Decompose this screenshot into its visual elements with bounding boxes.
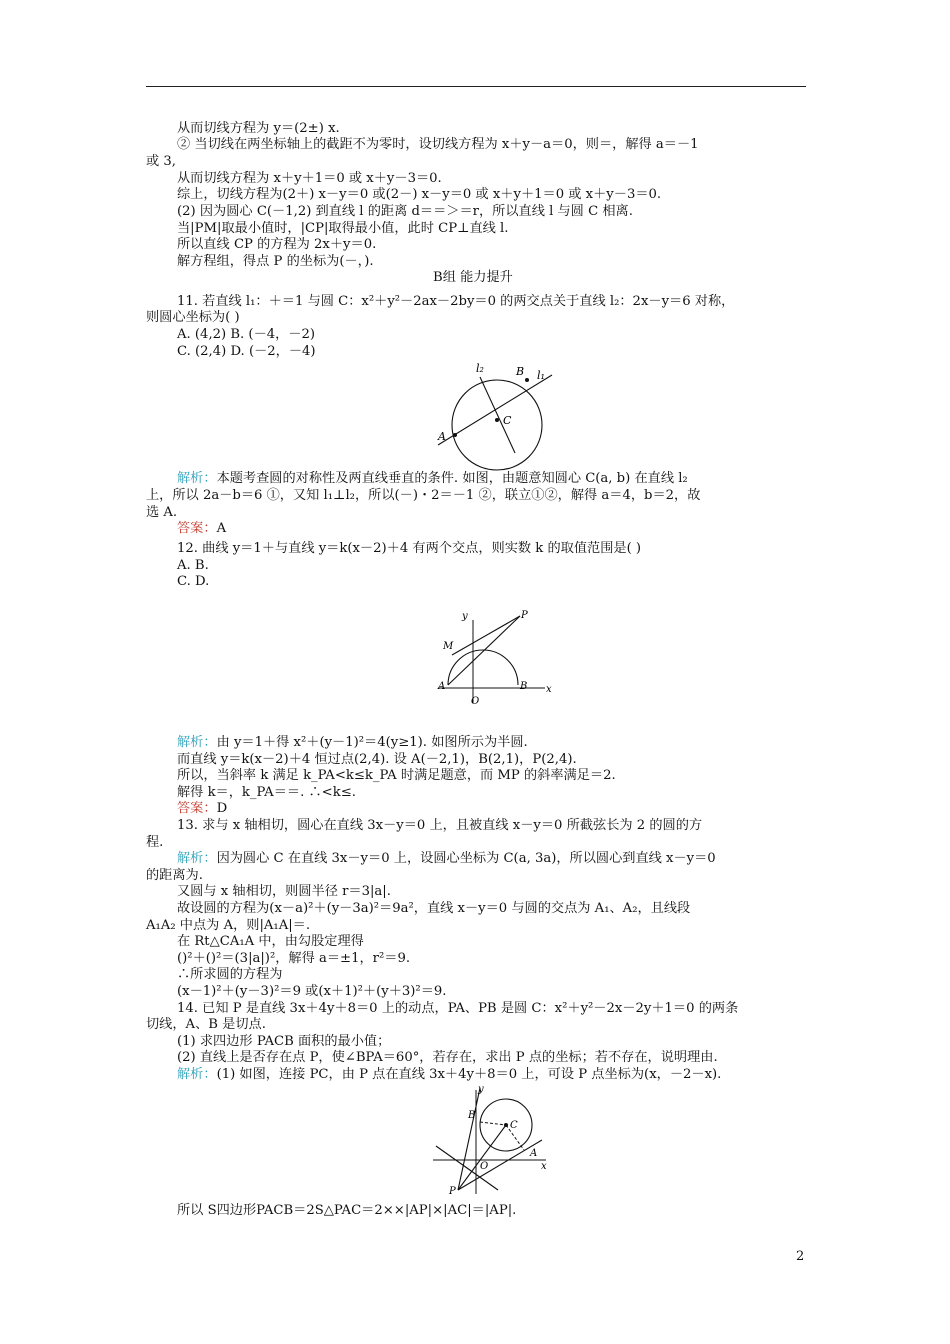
label-l1: l₁ — [537, 369, 545, 382]
text-line: 综上，切线方程为(2＋) x－y＝0 或(2－) x－y＝0 或 x＋y＋1＝0 或 x＋y－3＝0. — [177, 187, 662, 202]
text-line: ∴所求圆的方程为 — [177, 967, 283, 982]
question-12: 12. 曲线 y＝1＋与直线 y＝k(x－2)＋4 有两个交点，则实数 k 的取值范围是( ) — [177, 541, 642, 556]
answer-11 — [177, 521, 226, 537]
label-x: x — [541, 1161, 547, 1172]
question-11: 11. 若直线 l₁：＋＝1 与圆 C：x²＋y²－2ax－2by＝0 的两交点关于直线 l₂：2x－y＝6 对称， — [177, 294, 735, 309]
solution-text: 由 y＝1＋得 x²＋(y－1)²＝4(y≥1). 如图所示为半圆. — [216, 735, 528, 750]
point-c — [504, 1123, 508, 1127]
label-c: C — [510, 1120, 518, 1131]
page-number: 2 — [796, 1249, 805, 1264]
text-line: ② 当切线在两坐标轴上的截距不为零时，设切线方程为 x＋y－a＝0，则＝，解得 a＝－1 — [177, 137, 699, 152]
answer-value: A — [216, 521, 227, 536]
solution-text: 本题考查圆的对称性及两直线垂直的条件. 如图，由题意知圆心 C(a, b) 在直线 l₂ — [216, 471, 688, 486]
text-line: 所以直线 CP 的方程为 2x＋y＝0. — [177, 237, 377, 252]
text-line: (1) 求四边形 PACB 面积的最小值； — [177, 1034, 391, 1049]
given-line — [436, 1146, 498, 1190]
solution-11 — [177, 471, 688, 487]
text-line: 解得 k＝，k_PA＝＝. ∴<k≤. — [177, 785, 356, 800]
solution-14 — [177, 1067, 721, 1083]
solution-label: 解析： — [177, 471, 217, 486]
label-a: A — [530, 1148, 538, 1159]
solution-label: 解析： — [177, 735, 217, 750]
label-a: A — [438, 681, 446, 692]
answer-value: D — [216, 801, 228, 816]
label-m: M — [443, 641, 454, 652]
label-o: O — [480, 1161, 489, 1172]
text-line: A₁A₂ 中点为 A，则|A₁A|＝. — [146, 918, 311, 933]
question-14: 14. 已知 P 是直线 3x＋4y＋8＝0 上的动点，PA、PB 是圆 C：x²＋y²－2x－2y＋1＝0 的两条 — [177, 1001, 739, 1016]
solution-text: 因为圆心 C 在直线 3x－y＝0 上，设圆心坐标为 C(a, 3a)，所以圆心到直线 x－y＝0 — [216, 851, 716, 866]
text-line: 又圆与 x 轴相切，则圆半径 r＝3|a|. — [177, 884, 391, 899]
text-line: (2) 直线上是否存在点 P，使∠BPA＝60°，若存在，求出 P 点的坐标；若不存在，说明理由. — [177, 1050, 718, 1065]
text-line: 当|PM|取最小值时，|CP|取得最小值，此时 CP⊥直线 l. — [177, 221, 509, 236]
question-13: 13. 求与 x 轴相切，圆心在直线 3x－y＝0 上，且被直线 x－y＝0 所截弦长为 2 的圆的方 — [177, 818, 703, 833]
text-line: 而直线 y＝k(x－2)＋4 恒过点(2,4). 设 A(－2,1)，B(2,1)，P(2,4). — [177, 752, 577, 767]
label-o: O — [471, 696, 480, 707]
answer-label: 答案： — [177, 801, 217, 816]
text-line: 选 A. — [146, 505, 178, 520]
point-a — [453, 433, 457, 437]
label-a: A — [438, 430, 446, 443]
text-line: 切线，A、B 是切点. — [146, 1017, 266, 1032]
option-line: A. B. — [177, 558, 209, 573]
point-b — [525, 378, 529, 382]
section-heading: B组 能力提升 — [433, 270, 513, 285]
text-line: 从而切线方程为 x＋y＋1＝0 或 x＋y－3＝0. — [177, 171, 442, 186]
label-x: x — [546, 684, 552, 695]
text-line: 所以，当斜率 k 满足 k_PA<k≤k_PA 时满足题意，而 MP 的斜率满足＝2. — [177, 768, 616, 783]
label-p: P — [449, 1186, 456, 1197]
text-line: 从而切线方程为 y＝(2±) x. — [177, 121, 340, 136]
circle — [452, 380, 542, 470]
text-line: 解方程组，得点 P 的坐标为(－，). — [177, 254, 374, 269]
solution-label: 解析： — [177, 851, 217, 866]
point-c — [495, 418, 499, 422]
text-line: (2) 因为圆心 C(－1,2) 到直线 l 的距离 d＝＝＞＝r，所以直线 l 与圆 C 相离. — [177, 204, 633, 219]
text-line: 上，所以 2a－b＝6 ①，又知 l₁⊥l₂，所以(－)・2＝－1 ②，联立①②，解得 a＝4，b＝2，故 — [146, 488, 701, 503]
figure-circle-lines — [430, 355, 570, 485]
text-line: 或 3, — [146, 154, 176, 169]
figure-semicircle — [428, 608, 558, 710]
label-p: P — [521, 610, 528, 621]
text-line: (x－1)²＋(y－3)²＝9 或(x＋1)²＋(y＋3)²＝9. — [177, 984, 447, 999]
segment-bc — [480, 1122, 506, 1125]
solution-label: 解析： — [177, 1067, 217, 1082]
label-y: y — [478, 1084, 484, 1095]
answer-label: 答案： — [177, 521, 217, 536]
header-rule — [146, 86, 806, 87]
text-line: 则圆心坐标为( ) — [146, 310, 240, 325]
figure-tangents — [428, 1082, 558, 1200]
solution-13 — [177, 851, 716, 867]
label-b: B — [516, 365, 525, 378]
option-line: A. (4,2) B. (－4，－2) — [177, 327, 316, 342]
semicircle — [448, 650, 518, 685]
text-line: 所以 S四边形PACB＝2S△PAC＝2××|AP|×|AC|＝|AP|. — [177, 1203, 517, 1218]
label-l2: l₂ — [476, 362, 484, 375]
label-c: C — [503, 414, 512, 427]
option-line: C. D. — [177, 574, 210, 589]
text-line: 在 Rt△CA₁A 中，由勾股定理得 — [177, 934, 364, 949]
text-line: 的距离为. — [146, 868, 203, 883]
text-line: 故设圆的方程为(x－a)²＋(y－3a)²＝9a²，直线 x－y＝0 与圆的交点为 A₁、A₂，且线段 — [177, 901, 691, 916]
label-b: B — [520, 681, 528, 692]
text-line: 程. — [146, 835, 164, 850]
answer-12 — [177, 801, 227, 817]
text-line: ()²＋()²＝(3|a|)²，解得 a＝±1，r²＝9. — [177, 951, 411, 966]
solution-12 — [177, 735, 528, 751]
label-b: B — [468, 1110, 476, 1121]
solution-text: (1) 如图，连接 PC，由 P 点在直线 3x＋4y＋8＝0 上，可设 P 点坐标为(x，－2－x). — [216, 1067, 722, 1082]
option-line: C. (2,4) D. (－2，－4) — [177, 344, 316, 359]
label-y: y — [462, 611, 468, 622]
